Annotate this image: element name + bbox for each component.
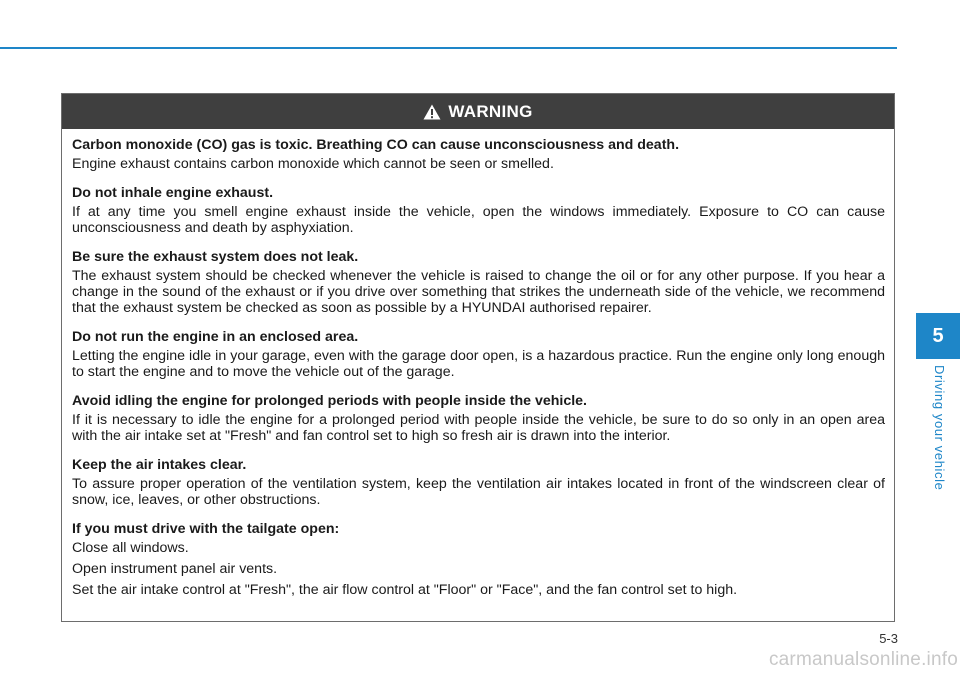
chapter-label: Driving your vehicle: [932, 365, 947, 491]
warning-section-inhale: [72, 185, 885, 236]
section-title: Avoid idling the engine for prolonged periods with people inside the vehicle.: [72, 393, 587, 409]
top-rule: [0, 47, 897, 49]
chapter-number-tab: 5: [916, 313, 960, 359]
section-title: Be sure the exhaust system does not leak.: [72, 249, 359, 265]
section-title: If you must drive with the tailgate open:: [72, 521, 340, 537]
warning-body: [62, 129, 894, 598]
section-text: If at any time you smell engine exhaust inside the vehicle, open the windows immediately. Exposure to CO can cause unconsciousness and death by asphyxiation.: [72, 204, 885, 236]
warning-title: WARNING: [448, 101, 533, 121]
tailgate-line: Open instrument panel air vents.: [72, 561, 278, 577]
warning-triangle-icon: [423, 104, 441, 120]
page-number: 5-3: [879, 631, 898, 646]
tailgate-line: Set the air intake control at "Fresh", the air flow control at "Floor" or "Face", and the fan control set to high.: [72, 582, 738, 598]
section-title: Do not inhale engine exhaust.: [72, 185, 274, 201]
tailgate-line: Close all windows.: [72, 540, 189, 556]
warning-section-air-intakes: [72, 457, 885, 508]
section-text: To assure proper operation of the ventilation system, keep the ventilation air intakes located in front of the windscreen clear of snow, ice, leaves, or other obstructions.: [72, 476, 885, 508]
section-title: Do not run the engine in an enclosed area.: [72, 329, 359, 345]
section-text: The exhaust system should be checked whenever the vehicle is raised to change the oil or for any other purpose. If you hear a change in the sound of the exhaust or if you drive over something that strikes the underneath side of the vehicle, we recommend that the exhaust system be checked as soon as possible by a HYUNDAI authorised repairer.: [72, 268, 885, 316]
warning-header: [62, 94, 894, 129]
warning-section-co-toxic: [72, 137, 885, 172]
warning-section-tailgate: [72, 521, 885, 598]
section-title: Keep the air intakes clear.: [72, 457, 247, 473]
warning-section-enclosed-area: [72, 329, 885, 380]
warning-section-idling: [72, 393, 885, 444]
section-text: If it is necessary to idle the engine for a prolonged period with people inside the vehicle, be sure to do so only in an open area with the air intake set at "Fresh" and fan control set to high so fresh air is drawn into the interior.: [72, 412, 885, 444]
watermark: carmanualsonline.info: [768, 649, 958, 670]
warning-box: [61, 93, 895, 622]
section-text: Letting the engine idle in your garage, even with the garage door open, is a hazardous practice. Run the engine only long enough to start the engine and to move the vehicle out of the garage.: [72, 348, 885, 380]
warning-section-exhaust-leak: [72, 249, 885, 316]
section-text: Engine exhaust contains carbon monoxide which cannot be seen or smelled.: [72, 156, 554, 172]
section-title: Carbon monoxide (CO) gas is toxic. Breathing CO can cause unconsciousness and death.: [72, 137, 680, 153]
